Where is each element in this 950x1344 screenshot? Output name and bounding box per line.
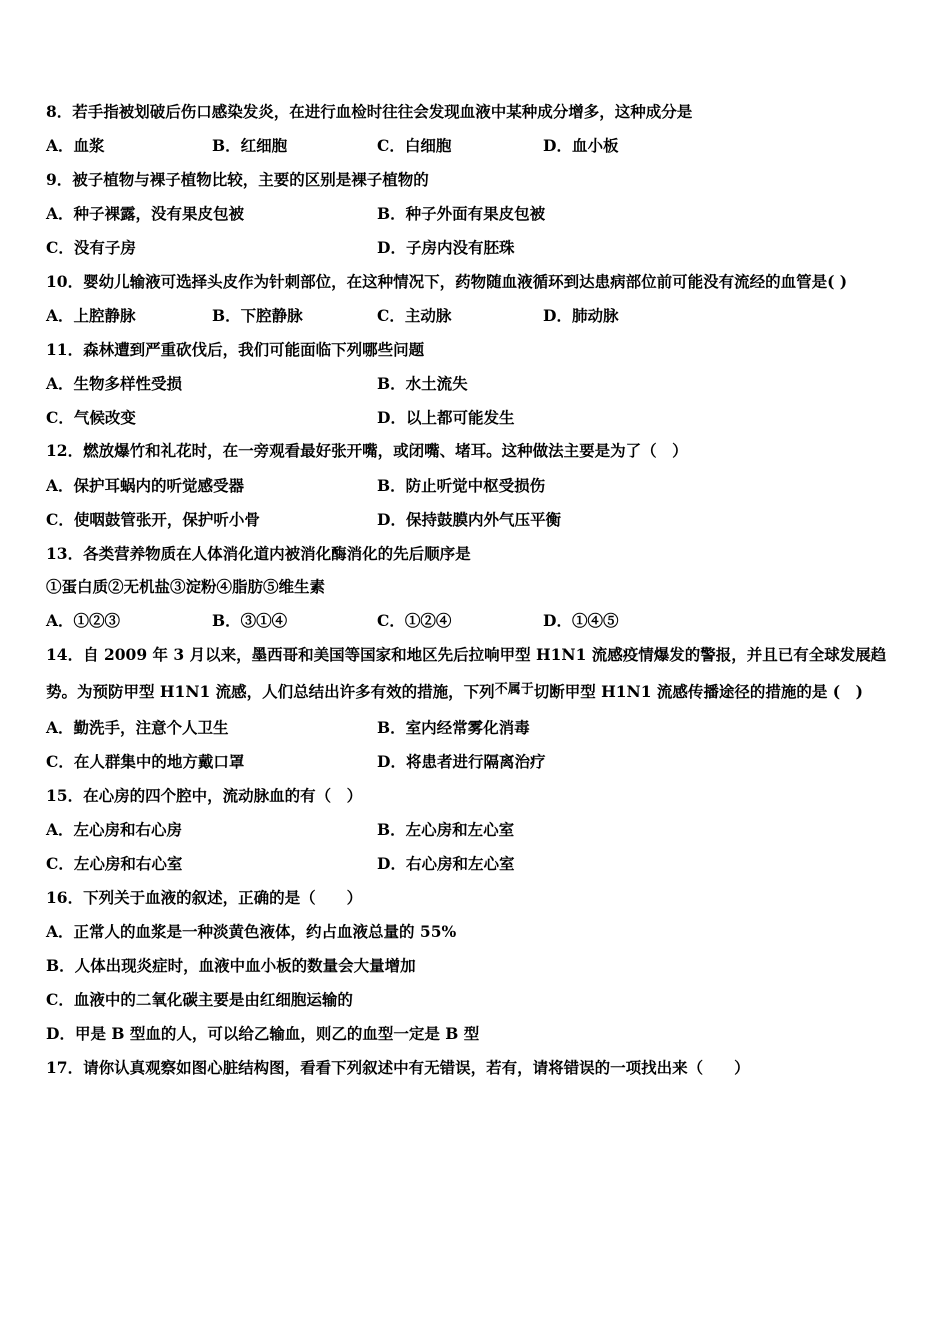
question-12-option-b[interactable]: B．防止听觉中枢受损伤 [377,476,546,495]
question-8-option-d[interactable]: D．血小板 [543,136,619,155]
question-15-option-a[interactable]: A．左心房和右心房 [46,820,183,839]
question-15-option-c[interactable]: C．左心房和右心室 [46,854,183,873]
question-14-option-d[interactable]: D．将患者进行隔离治疗 [377,752,546,771]
question-8-option-c[interactable]: C．白细胞 [377,136,452,155]
question-10-option-c[interactable]: C．主动脉 [377,306,452,325]
question-16-option-b[interactable]: B．人体出现炎症时，血液中血小板的数量会大量增加 [46,956,416,975]
question-9-stem: 9．被子植物与裸子植物比较，主要的区别是裸子植物的 [46,170,429,189]
question-13-stem: 13．各类营养物质在人体消化道内被消化酶消化的先后顺序是 [46,544,471,563]
question-16-stem: 16．下列关于血液的叙述，正确的是（ ） [46,888,363,907]
question-9-option-c[interactable]: C．没有子房 [46,238,136,257]
question-9-option-d[interactable]: D．子房内没有胚珠 [377,238,515,257]
question-10-option-d[interactable]: D．肺动脉 [543,306,619,325]
question-13-option-b[interactable]: B．③①④ [212,611,288,630]
question-8-option-a[interactable]: A．血浆 [46,136,105,155]
question-14-stem: 14．自 2009 年 3 月以来，墨西哥和美国等国家和地区先后拉响甲型 H1N1 流感疫情爆发的警报，并且已有全球发展趋 [46,645,887,664]
question-14-stem-part-c: 切断甲型 H1N1 流感传播途径的措施的是 ( ) [533,682,863,701]
question-16-option-c[interactable]: C．血液中的二氧化碳主要是由红细胞运输的 [46,990,353,1009]
question-17-stem: 17．请你认真观察如图心脏结构图，看看下列叙述中有无错误，若有，请将错误的一项找出来（ ） [46,1058,750,1077]
question-8-option-b[interactable]: B．红细胞 [212,136,288,155]
question-11-option-a[interactable]: A．生物多样性受损 [46,374,183,393]
question-10-option-a[interactable]: A．上腔静脉 [46,306,136,325]
question-12-option-d[interactable]: D．保持鼓膜内外气压平衡 [377,510,561,529]
question-13-items: ①蛋白质②无机盐③淀粉④脂肪⑤维生素 [46,577,326,596]
question-11-option-b[interactable]: B．水土流失 [377,374,468,393]
question-9-option-b[interactable]: B．种子外面有果皮包被 [377,204,546,223]
question-14-emphasis: 不属于 [494,682,534,697]
question-9-option-a[interactable]: A．种子裸露，没有果皮包被 [46,204,245,223]
question-8-stem: 8．若手指被划破后伤口感染发炎，在进行血检时往往会发现血液中某种成分增多，这种成分是 [46,102,693,121]
question-11-option-c[interactable]: C．气候改变 [46,408,136,427]
question-16-option-d[interactable]: D．甲是 B 型血的人，可以给乙输血，则乙的血型一定是 B 型 [46,1024,480,1043]
question-12-option-c[interactable]: C．使咽鼓管张开，保护听小骨 [46,510,260,529]
question-14-option-a[interactable]: A．勤洗手，注意个人卫生 [46,718,229,737]
question-14-stem-continued [46,682,863,704]
question-16-option-a[interactable]: A．正常人的血浆是一种淡黄色液体，约占血液总量的 55% [46,922,457,941]
question-10-option-b[interactable]: B．下腔静脉 [212,306,303,325]
question-14-option-b[interactable]: B．室内经常雾化消毒 [377,718,530,737]
question-14-option-c[interactable]: C．在人群集中的地方戴口罩 [46,752,245,771]
question-13-option-d[interactable]: D．①④⑤ [543,611,619,630]
question-11-option-d[interactable]: D．以上都可能发生 [377,408,515,427]
question-15-option-b[interactable]: B．左心房和左心室 [377,820,515,839]
question-10-stem: 10．婴幼儿输液可选择头皮作为针刺部位，在这种情况下，药物随血液循环到达患病部位前可能没有流经的血管是( ) [46,272,848,291]
question-13-option-c[interactable]: C．①②④ [377,611,452,630]
question-15-option-d[interactable]: D．右心房和左心室 [377,854,515,873]
question-12-stem: 12．燃放爆竹和礼花时，在一旁观看最好张开嘴，或闭嘴、堵耳。这种做法主要是为了（ ） [46,441,688,460]
question-15-stem: 15．在心房的四个腔中，流动脉血的有（ ） [46,786,363,805]
question-11-stem: 11．森林遭到严重砍伐后，我们可能面临下列哪些问题 [46,340,425,359]
question-13-option-a[interactable]: A．①②③ [46,611,121,630]
question-12-option-a[interactable]: A．保护耳蜗内的听觉感受器 [46,476,245,495]
question-14-stem-part-a: 势。为预防甲型 H1N1 流感，人们总结出许多有效的措施，下列 [46,682,495,701]
